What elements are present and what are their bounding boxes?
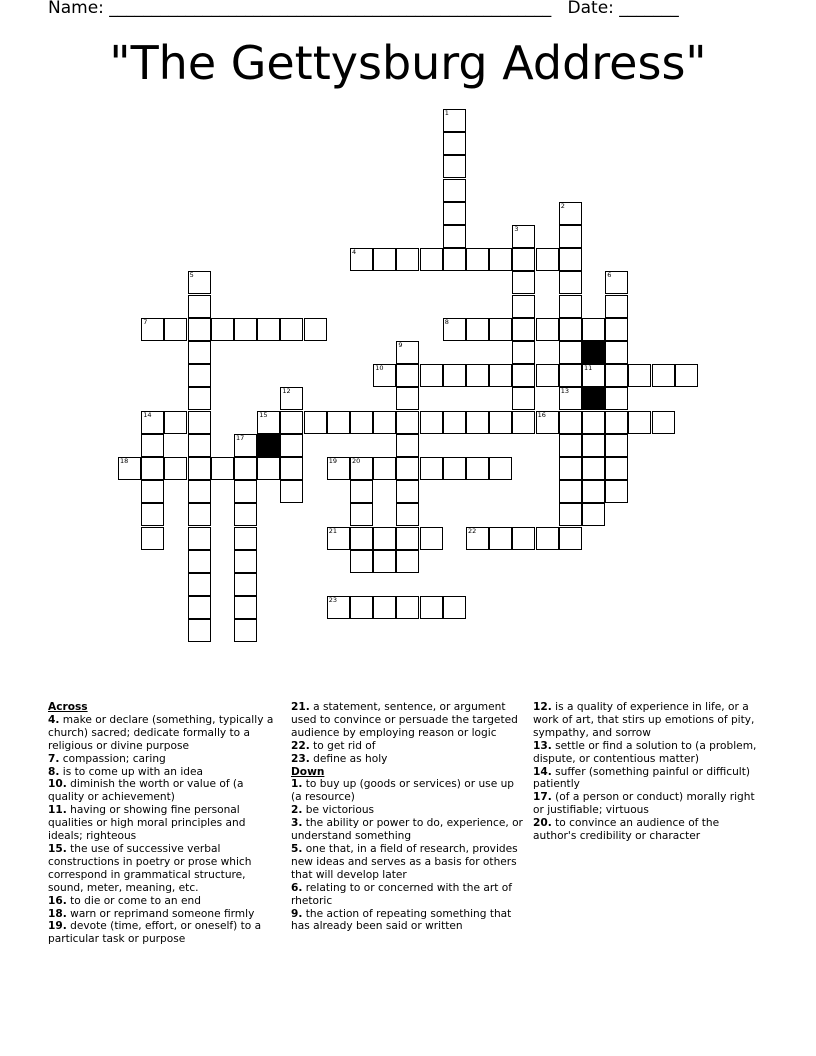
- grid-cell[interactable]: [559, 341, 582, 364]
- clue: [291, 701, 523, 740]
- down-header: Down: [291, 765, 325, 778]
- grid-cell[interactable]: [582, 411, 605, 434]
- grid-cell[interactable]: [605, 480, 628, 503]
- grid-cell[interactable]: [164, 411, 187, 434]
- grid-cell[interactable]: [396, 503, 419, 526]
- clue-number: 10: [375, 364, 384, 373]
- clue-number: 12: [282, 387, 291, 396]
- grid-cell[interactable]: [188, 480, 211, 503]
- clue: [533, 740, 765, 766]
- grid-cell[interactable]: [559, 527, 582, 550]
- clue-number: 21: [328, 526, 338, 535]
- black-cell: [257, 434, 280, 457]
- grid-cell[interactable]: [234, 318, 257, 341]
- grid-cell[interactable]: [188, 457, 211, 480]
- clue-text: to convince an audience of the author's credibility or character: [533, 817, 720, 843]
- clue-text: the action of repeating something that has already been said or written: [291, 907, 512, 933]
- date-line[interactable]: _______: [619, 0, 679, 18]
- grid-cell[interactable]: [188, 434, 211, 457]
- clues-column-1: [48, 701, 280, 946]
- clue: [291, 740, 523, 753]
- clue-number: 6: [607, 271, 612, 280]
- clue-text: warn or reprimand someone firmly: [66, 907, 255, 920]
- grid-cell[interactable]: [396, 527, 419, 550]
- grid-cell[interactable]: [234, 596, 257, 619]
- across-header: Across: [48, 701, 88, 713]
- grid-cell[interactable]: [628, 364, 651, 387]
- clue: [48, 895, 280, 908]
- clue-text: relating to or concerned with the art of rhetoric: [291, 881, 512, 907]
- grid-cell[interactable]: [373, 457, 396, 480]
- grid-cell[interactable]: [582, 318, 605, 341]
- grid-cell[interactable]: [512, 271, 535, 294]
- clue: [533, 701, 765, 740]
- clues-column-2: [291, 701, 523, 933]
- clue-number: 4: [352, 248, 357, 257]
- grid-cell[interactable]: [675, 364, 698, 387]
- grid-cell[interactable]: [280, 318, 303, 341]
- grid-cell[interactable]: [489, 457, 512, 480]
- grid-cell[interactable]: [257, 457, 280, 480]
- grid-cell[interactable]: [373, 248, 396, 271]
- grid-cell[interactable]: [350, 596, 373, 619]
- grid-cell[interactable]: [605, 364, 628, 387]
- grid-cell[interactable]: [350, 527, 373, 550]
- grid-cell[interactable]: [141, 411, 164, 434]
- clue-text: having or showing fine personal qualities or high moral principles and ideals; righteous: [48, 804, 246, 843]
- clue-text: devote (time, effort, or oneself) to a particular task or purpose: [48, 920, 262, 946]
- grid-cell[interactable]: [188, 271, 211, 294]
- grid-cell[interactable]: [141, 503, 164, 526]
- grid-cell[interactable]: [420, 527, 443, 550]
- grid-cell[interactable]: [559, 364, 582, 387]
- grid-cell[interactable]: [466, 457, 489, 480]
- grid-cell[interactable]: [559, 457, 582, 480]
- grid-cell[interactable]: [350, 503, 373, 526]
- grid-cell[interactable]: [118, 457, 141, 480]
- grid-cell[interactable]: [420, 457, 443, 480]
- grid-cell[interactable]: [536, 318, 559, 341]
- grid-cell[interactable]: [141, 527, 164, 550]
- clue-number-label: 9.: [291, 907, 303, 920]
- clue-number: 7: [143, 317, 148, 326]
- grid-cell[interactable]: [420, 596, 443, 619]
- grid-cell[interactable]: [559, 271, 582, 294]
- grid-cell[interactable]: [652, 411, 675, 434]
- clue: [291, 753, 523, 766]
- clue-text: settle or find a solution to (a problem, dispute, or contentious matter): [533, 739, 757, 765]
- grid-cell[interactable]: [396, 480, 419, 503]
- clue-number-label: 3.: [291, 817, 303, 830]
- clue-text: to buy up (goods or services) or use up (a resource): [291, 778, 515, 804]
- grid-cell[interactable]: [211, 457, 234, 480]
- grid-cell[interactable]: [559, 318, 582, 341]
- grid-cell[interactable]: [396, 457, 419, 480]
- grid-cell[interactable]: [188, 387, 211, 410]
- grid-cell[interactable]: [559, 295, 582, 318]
- grid-cell[interactable]: [582, 503, 605, 526]
- clue-text: is to come up with an idea: [59, 765, 204, 778]
- grid-cell[interactable]: [466, 318, 489, 341]
- clue-number: 22: [468, 526, 477, 535]
- grid-cell[interactable]: [211, 318, 234, 341]
- clue-number: 17: [236, 433, 245, 442]
- grid-cell[interactable]: [188, 318, 211, 341]
- grid-cell[interactable]: [280, 434, 303, 457]
- clue-number: 20: [352, 457, 361, 465]
- grid-cell[interactable]: [373, 550, 396, 573]
- clue-number-label: 12.: [533, 701, 552, 713]
- clue: [291, 908, 523, 934]
- grid-cell[interactable]: [489, 248, 512, 271]
- clue: [291, 843, 523, 882]
- grid-cell[interactable]: [396, 596, 419, 619]
- grid-cell[interactable]: [234, 550, 257, 573]
- grid-cell[interactable]: [327, 411, 350, 434]
- grid-cell[interactable]: [188, 573, 211, 596]
- grid-cell[interactable]: [559, 225, 582, 248]
- clue: [48, 908, 280, 921]
- grid-cell[interactable]: [443, 248, 466, 271]
- grid-cell[interactable]: [373, 411, 396, 434]
- grid-cell[interactable]: [489, 318, 512, 341]
- grid-cell[interactable]: [443, 596, 466, 619]
- grid-cell[interactable]: [373, 364, 396, 387]
- grid-cell[interactable]: [350, 248, 373, 271]
- clue-number-label: 16.: [48, 894, 67, 907]
- clues-column-3: [533, 701, 765, 843]
- grid-cell[interactable]: [443, 109, 466, 132]
- clue: [48, 714, 280, 753]
- grid-cell[interactable]: [141, 434, 164, 457]
- clue-number-label: 10.: [48, 778, 67, 791]
- grid-cell[interactable]: [443, 179, 466, 202]
- grid-cell[interactable]: [188, 295, 211, 318]
- clue-number-label: 8.: [48, 765, 60, 778]
- grid-cell[interactable]: [512, 248, 535, 271]
- grid-cell[interactable]: [559, 434, 582, 457]
- grid-cell[interactable]: [188, 527, 211, 550]
- grid-cell[interactable]: [280, 387, 303, 410]
- grid-cell[interactable]: [466, 248, 489, 271]
- clue-text: to get rid of: [309, 739, 376, 752]
- grid-cell[interactable]: [582, 457, 605, 480]
- clue-text: is a quality of experience in life, or a work of art, that stirs up emotions of pity, sympathy, and sorrow: [533, 701, 755, 739]
- grid-cell[interactable]: [605, 318, 628, 341]
- grid-cell[interactable]: [350, 480, 373, 503]
- grid-cell[interactable]: [304, 318, 327, 341]
- grid-cell[interactable]: [512, 364, 535, 387]
- grid-cell[interactable]: [350, 550, 373, 573]
- grid-cell[interactable]: [466, 411, 489, 434]
- grid-cell[interactable]: [489, 411, 512, 434]
- grid-cell[interactable]: [234, 434, 257, 457]
- clue: [48, 843, 280, 895]
- clue-number: 8: [444, 317, 449, 326]
- clue-text: the use of successive verbal constructions in poetry or prose which correspond in grammatical structure, sound, meter, meaning, etc.: [48, 842, 252, 894]
- grid-cell[interactable]: [443, 202, 466, 225]
- grid-cell[interactable]: [420, 248, 443, 271]
- grid-cell[interactable]: [304, 411, 327, 434]
- grid-cell[interactable]: [536, 411, 559, 434]
- grid-cell[interactable]: [605, 457, 628, 480]
- clue: [48, 753, 280, 766]
- grid-cell[interactable]: [559, 503, 582, 526]
- grid-cell[interactable]: [188, 364, 211, 387]
- grid-cell[interactable]: [536, 364, 559, 387]
- clue-number: 3: [514, 225, 519, 233]
- clue-number: 1: [444, 109, 449, 117]
- grid-cell[interactable]: [188, 341, 211, 364]
- clue-number-label: 17.: [533, 791, 552, 804]
- grid-cell[interactable]: [257, 411, 280, 434]
- clue-number-label: 21.: [291, 701, 310, 713]
- grid-cell[interactable]: [234, 619, 257, 642]
- grid-cell[interactable]: [396, 364, 419, 387]
- clue-text: a statement, sentence, or argument used to convince or persuade the targeted audience by employing reason or logic: [291, 701, 518, 739]
- clue-number-label: 18.: [48, 907, 67, 920]
- clue-number: 14: [143, 410, 152, 419]
- grid-cell[interactable]: [605, 271, 628, 294]
- grid-cell[interactable]: [559, 248, 582, 271]
- grid-cell[interactable]: [512, 527, 535, 550]
- grid-cell[interactable]: [466, 527, 489, 550]
- clue-number-label: 5.: [291, 842, 303, 855]
- grid-cell[interactable]: [443, 318, 466, 341]
- grid-cell[interactable]: [420, 411, 443, 434]
- grid-cell[interactable]: [234, 503, 257, 526]
- clue-number-label: 11.: [48, 804, 67, 817]
- grid-cell[interactable]: [257, 318, 280, 341]
- grid-cell[interactable]: [350, 411, 373, 434]
- clue: [533, 817, 765, 843]
- grid-cell[interactable]: [559, 480, 582, 503]
- grid-cell[interactable]: [327, 457, 350, 480]
- name-label: Name:: [48, 0, 104, 18]
- grid-cell[interactable]: [582, 434, 605, 457]
- clue-text: diminish the worth or value of (a quality or achievement): [48, 778, 244, 804]
- clue-number: 2: [560, 201, 565, 210]
- clue-text: be victorious: [302, 804, 375, 817]
- clue-text: the ability or power to do, experience, or understand something: [291, 817, 523, 843]
- grid-cell[interactable]: [536, 248, 559, 271]
- grid-cell[interactable]: [141, 480, 164, 503]
- clue-number: 19: [328, 457, 338, 465]
- clue-number-label: 13.: [533, 739, 552, 752]
- grid-cell[interactable]: [559, 202, 582, 225]
- grid-cell[interactable]: [512, 225, 535, 248]
- grid-cell[interactable]: [512, 295, 535, 318]
- grid-cell[interactable]: [280, 457, 303, 480]
- grid-cell[interactable]: [512, 341, 535, 364]
- clue: [48, 920, 280, 946]
- clue-text: (of a person or conduct) morally right or justifiable; virtuous: [533, 791, 755, 817]
- clue-text: suffer (something painful or difficult) patiently: [533, 765, 751, 791]
- grid-cell[interactable]: [280, 411, 303, 434]
- grid-cell[interactable]: [188, 503, 211, 526]
- clue: [533, 766, 765, 792]
- clue-number-label: 1.: [291, 778, 303, 791]
- name-line[interactable]: ____________________________________________________: [109, 0, 552, 18]
- grid-cell[interactable]: [234, 527, 257, 550]
- grid-cell[interactable]: [234, 457, 257, 480]
- grid-cell[interactable]: [443, 225, 466, 248]
- grid-cell[interactable]: [489, 527, 512, 550]
- black-cell: [582, 341, 605, 364]
- grid-cell[interactable]: [420, 364, 443, 387]
- grid-cell[interactable]: [582, 364, 605, 387]
- grid-cell[interactable]: [396, 434, 419, 457]
- clue-number-label: 7.: [48, 752, 60, 765]
- clue-number: 5: [189, 271, 194, 280]
- grid-cell[interactable]: [443, 155, 466, 178]
- clue-number-label: 20.: [533, 817, 552, 830]
- clue-number-label: 4.: [48, 713, 60, 726]
- grid-cell[interactable]: [396, 248, 419, 271]
- clue-number-label: 23.: [291, 752, 310, 765]
- clue-number-label: 14.: [533, 765, 552, 778]
- grid-cell[interactable]: [164, 318, 187, 341]
- clue: [291, 804, 523, 817]
- clue: [533, 791, 765, 817]
- grid-cell[interactable]: [327, 596, 350, 619]
- grid-cell[interactable]: [559, 411, 582, 434]
- clue-number-label: 2.: [291, 804, 303, 817]
- clue-number: 11: [584, 364, 593, 373]
- grid-cell[interactable]: [164, 457, 187, 480]
- clue-number: 9: [398, 341, 403, 349]
- clue-text: to die or come to an end: [66, 894, 201, 907]
- grid-cell[interactable]: [396, 387, 419, 410]
- clue-text: make or declare (something, typically a church) sacred; dedicate formally to a religious or divine purpose: [48, 713, 274, 752]
- clue-number-label: 22.: [291, 739, 310, 752]
- clue-text: define as holy: [309, 752, 388, 765]
- grid-cell[interactable]: [188, 596, 211, 619]
- grid-cell[interactable]: [396, 411, 419, 434]
- grid-cell[interactable]: [605, 341, 628, 364]
- clue-number: 16: [537, 410, 546, 419]
- clue-text: compassion; caring: [59, 752, 166, 765]
- date-label: Date:: [567, 0, 614, 18]
- grid-cell[interactable]: [443, 411, 466, 434]
- grid-cell[interactable]: [188, 550, 211, 573]
- grid-cell[interactable]: [582, 480, 605, 503]
- grid-cell[interactable]: [443, 364, 466, 387]
- grid-cell[interactable]: [466, 364, 489, 387]
- grid-cell[interactable]: [141, 457, 164, 480]
- clue-number: 18: [120, 457, 129, 465]
- grid-cell[interactable]: [605, 387, 628, 410]
- grid-cell[interactable]: [443, 132, 466, 155]
- grid-cell[interactable]: [280, 480, 303, 503]
- grid-cell[interactable]: [234, 573, 257, 596]
- grid-cell[interactable]: [443, 457, 466, 480]
- grid-cell[interactable]: [559, 387, 582, 410]
- grid-cell[interactable]: [512, 411, 535, 434]
- page-title: "The Gettysburg Address": [109, 36, 707, 90]
- clue: [48, 766, 280, 779]
- clue: [291, 778, 523, 804]
- grid-cell[interactable]: [350, 457, 373, 480]
- grid-cell[interactable]: [652, 364, 675, 387]
- clue: [291, 882, 523, 908]
- grid-cell[interactable]: [489, 364, 512, 387]
- clue-number: 23: [328, 596, 338, 605]
- clue-number: 13: [560, 387, 570, 396]
- clue-number-label: 19.: [48, 920, 67, 933]
- grid-cell[interactable]: [234, 480, 257, 503]
- grid-cell[interactable]: [327, 527, 350, 550]
- grid-cell[interactable]: [536, 527, 559, 550]
- grid-cell[interactable]: [512, 318, 535, 341]
- clue-text: one that, in a field of research, provides new ideas and serves as a basis for others that will develop later: [291, 842, 518, 881]
- grid-cell[interactable]: [605, 295, 628, 318]
- grid-cell[interactable]: [605, 434, 628, 457]
- clue: [48, 804, 280, 843]
- grid-cell[interactable]: [605, 411, 628, 434]
- clue-number: 15: [259, 410, 268, 419]
- clue-number-label: 15.: [48, 842, 67, 855]
- grid-cell[interactable]: [396, 550, 419, 573]
- clue: [48, 778, 280, 804]
- black-cell: [582, 387, 605, 410]
- grid-cell[interactable]: [512, 387, 535, 410]
- grid-cell[interactable]: [188, 411, 211, 434]
- clue: [291, 817, 523, 843]
- grid-cell[interactable]: [141, 318, 164, 341]
- clue-number-label: 6.: [291, 881, 303, 894]
- grid-cell[interactable]: [188, 619, 211, 642]
- grid-cell[interactable]: [628, 411, 651, 434]
- grid-cell[interactable]: [373, 596, 396, 619]
- grid-cell[interactable]: [396, 341, 419, 364]
- grid-cell[interactable]: [373, 527, 396, 550]
